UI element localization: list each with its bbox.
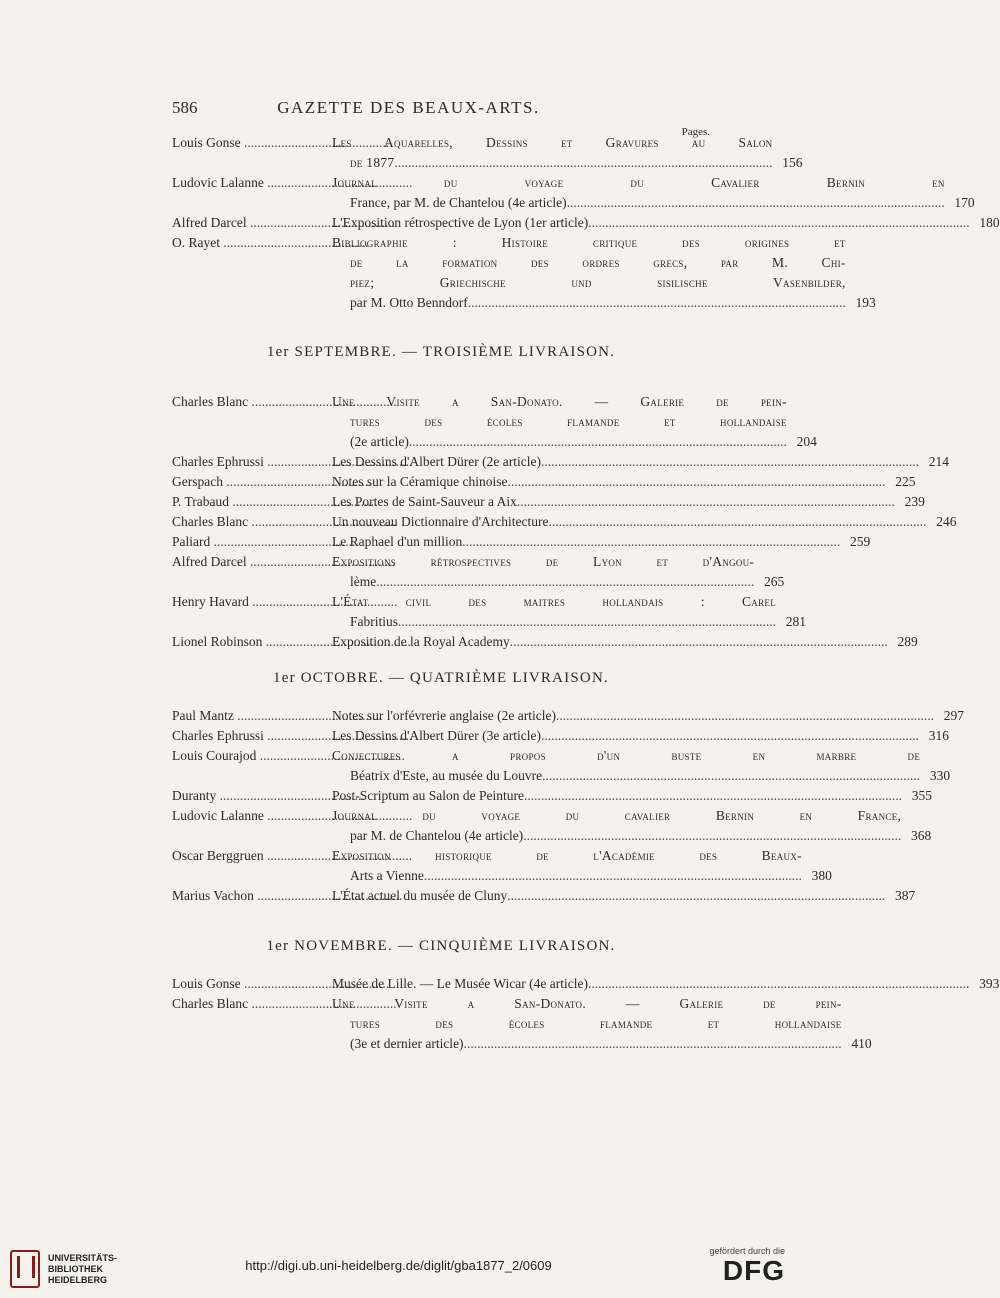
article-title-text: Conjectures a propos d'un buste en marbre de: [332, 748, 921, 763]
article-line: [332, 233, 876, 253]
toc-entry: [172, 974, 1000, 994]
entry-author: Charles Blanc .....: [172, 512, 332, 532]
entry-author: P. Trabaud .....: [172, 492, 332, 512]
toc-entry: [172, 786, 932, 806]
article-line: [332, 572, 784, 592]
entry-author: Alfred Darcel .....: [172, 213, 332, 233]
article-title-text: tures des écoles flamande et hollandaise: [350, 1016, 842, 1031]
article-line: [332, 806, 931, 826]
footer-bar: [0, 1240, 797, 1298]
entry-article: [332, 552, 784, 592]
article-title-text: Une Visite a San-Donato. — Galerie de pein-: [332, 394, 787, 409]
entry-article: [332, 173, 975, 213]
article-title-text: Exposition historique de l'Académie des Beaux-: [332, 848, 802, 863]
page-ref[interactable]: 239: [904, 494, 925, 509]
dot-leader: [507, 886, 885, 906]
toc-entry: [172, 512, 957, 532]
page-ref[interactable]: 246: [936, 514, 957, 529]
article-line: [332, 173, 975, 193]
dot-leader: [592, 213, 970, 233]
article-title-text: lème: [350, 574, 377, 589]
toc-entry: [172, 632, 918, 652]
pages-label: Pages.: [681, 126, 710, 138]
page-ref[interactable]: 214: [928, 454, 949, 469]
entry-author: Henry Havard .....: [172, 592, 332, 632]
article-title-text: Arts a Vienne: [350, 868, 424, 883]
section-heading: 1er NOVEMBRE. — CINQUIÈME LIVRAISON.: [266, 938, 616, 954]
section-heading: 1er SEPTEMBRE. — TROISIÈME LIVRAISON.: [266, 344, 616, 360]
dot-leader: [510, 632, 888, 652]
article-line: [332, 532, 870, 552]
entry-article: [332, 846, 832, 886]
entry-article: [332, 994, 872, 1054]
article-title-text: tures des écoles flamande et hollandaise: [350, 414, 787, 429]
toc-section: [172, 133, 1000, 313]
article-title-text: Béatrix d'Este, au musée du Louvre: [350, 768, 543, 783]
article-line: [332, 746, 950, 766]
entry-article: [332, 746, 950, 786]
entry-article: [332, 886, 915, 906]
article-line: [332, 994, 872, 1014]
article-line: [332, 392, 817, 412]
permalink-url[interactable]: http://digi.ub.uni-heidelberg.de/diglit/gba1877_2/0609: [245, 1258, 552, 1273]
dot-leader: [541, 452, 919, 472]
page-ref[interactable]: 393: [979, 976, 1000, 991]
article-title-text: Un nouveau Dictionnaire d'Architecture: [332, 514, 549, 529]
page-ref[interactable]: 193: [855, 295, 876, 310]
article-title-text: Musée de Lille. — Le Musée Wicar (4e article).: [332, 976, 592, 991]
article-title-text: piez; Griechische und sisilische Vasenbilder,: [350, 275, 846, 290]
toc-entry: [172, 706, 964, 726]
article-title-text: Exposition de la Royal Academy: [332, 634, 510, 649]
dot-leader: [376, 572, 754, 592]
entry-article: [332, 974, 999, 994]
entry-article: [332, 392, 817, 452]
dot-leader: [394, 153, 772, 173]
toc-entry: [172, 592, 807, 632]
article-title-text: Journal du voyage du Cavalier Bernin en: [332, 175, 945, 190]
article-line: [332, 1034, 872, 1054]
article-title-text: (2e article): [350, 434, 409, 449]
article-line: [332, 846, 832, 866]
entry-article: [332, 786, 932, 806]
article-line: [332, 133, 802, 153]
article-title-text: Les Portes de Saint-Sauveur a Aix: [332, 494, 517, 509]
toc-entry: [172, 233, 876, 313]
article-line: [332, 706, 964, 726]
toc-entry: [172, 746, 951, 786]
dot-leader: [464, 1034, 842, 1054]
page-ref[interactable]: 156: [782, 155, 803, 170]
dot-leader: [507, 472, 885, 492]
article-line: [332, 552, 784, 572]
toc-entry: [172, 552, 785, 592]
article-line: [332, 866, 832, 886]
dot-leader: [524, 786, 902, 806]
article-line: [332, 273, 876, 293]
toc-entry: [172, 846, 832, 886]
entry-author: Oscar Berggruen .....: [172, 846, 332, 886]
article-line: [332, 766, 950, 786]
entry-article: [332, 452, 949, 472]
article-title-text: par M. Otto Benndorf: [350, 295, 468, 310]
article-line: [332, 826, 931, 846]
article-line: [332, 213, 1000, 233]
dot-leader: [468, 293, 846, 313]
entry-article: [332, 233, 876, 313]
article-line: [332, 786, 932, 806]
article-line: [332, 1014, 872, 1034]
dot-leader: [523, 826, 901, 846]
dot-leader: [548, 512, 926, 532]
article-line: [332, 492, 925, 512]
article-line: [332, 512, 956, 532]
library-name-line: HEIDELBERG: [48, 1274, 108, 1285]
entry-author: Louis Courajod .....: [172, 746, 332, 786]
page-ref[interactable]: 316: [928, 728, 949, 743]
dot-leader: [517, 492, 895, 512]
entry-author: Charles Blanc .....: [172, 994, 332, 1054]
running-title: GAZETTE DES BEAUX-ARTS.: [277, 98, 540, 117]
dot-leader: [556, 706, 934, 726]
page-ref[interactable]: 410: [851, 1036, 872, 1051]
article-line: [332, 472, 915, 492]
page-ref[interactable]: 297: [943, 708, 964, 723]
entry-author: Lionel Robinson .....: [172, 632, 332, 652]
article-title-text: Les Aquarelles, Dessins et Gravures au Salon: [332, 135, 773, 150]
article-title-text: par M. de Chantelou (4e article): [350, 828, 524, 843]
dot-leader: [541, 726, 919, 746]
toc-entry: [172, 392, 817, 452]
article-title-text: Le Raphael d'un million: [332, 534, 463, 549]
page-ref[interactable]: 225: [895, 474, 916, 489]
entry-author: Ludovic Lalanne .....: [172, 173, 332, 213]
page-ref[interactable]: 289: [897, 634, 918, 649]
toc-entry: [172, 806, 932, 846]
article-title-text: Notes sur la Céramique chinoise: [332, 474, 508, 489]
article-title-text: Expositions rétrospectives de Lyon et d'Angou-: [332, 554, 755, 569]
entry-article: [332, 492, 925, 512]
entry-author: Paul Mantz .....: [172, 706, 332, 726]
article-line: [332, 452, 949, 472]
toc-entry: [172, 173, 975, 213]
entry-author: Charles Ephrussi .....: [172, 726, 332, 746]
article-title-text: de 1877: [350, 155, 395, 170]
article-line: [332, 974, 999, 994]
article-title-text: L'État civil des maitres hollandais : Carel: [332, 594, 777, 609]
entry-article: [332, 806, 931, 846]
article-title-text: Post-Scriptum au Salon de Peinture: [332, 788, 524, 803]
toc-section: [172, 342, 957, 652]
entry-article: [332, 532, 870, 552]
page-ref[interactable]: 281: [785, 614, 807, 629]
page-ref[interactable]: 204: [796, 434, 817, 449]
article-title-text: Les Dessins d'Albert Dürer (3e article): [332, 728, 541, 743]
entry-author: Duranty .....: [172, 786, 332, 806]
page-ref[interactable]: 259: [850, 534, 871, 549]
library-name-line: UNIVERSITÄTS-: [48, 1252, 118, 1263]
entry-author: Ludovic Lalanne .....: [172, 806, 332, 846]
toc-entry: [172, 472, 916, 492]
dfg-wordmark: DFG: [722, 1255, 785, 1286]
dfg-logo: [709, 1246, 785, 1286]
toc-entry: [172, 532, 871, 552]
article-line: [332, 612, 806, 632]
dot-leader: [567, 193, 945, 213]
article-title-text: Une Visite a San-Donato. — Galerie de pein-: [332, 996, 842, 1011]
page-ref[interactable]: 368: [910, 828, 932, 843]
article-line: [332, 726, 949, 746]
dot-leader: [409, 432, 787, 452]
article-line: [332, 886, 915, 906]
article-title-text: Journal du voyage du cavalier Bernin en France,: [332, 808, 902, 823]
entry-article: [332, 472, 915, 492]
toc-entry: [172, 452, 949, 472]
entry-article: [332, 512, 956, 532]
library-name-line: BIBLIOTHEK: [48, 1263, 103, 1274]
article-title-text: (3e et dernier article): [350, 1036, 464, 1051]
entry-author: Charles Ephrussi .....: [172, 452, 332, 472]
section-heading: 1er OCTOBRE. — QUATRIÈME LIVRAISON.: [273, 670, 609, 686]
dot-leader: [424, 866, 802, 886]
page-ref[interactable]: 380: [811, 868, 832, 883]
toc-entry: [172, 726, 949, 746]
toc-section: [172, 668, 964, 906]
entry-author: Alfred Darcel .....: [172, 552, 332, 592]
page-number: 586: [172, 98, 198, 117]
toc-entry: [172, 886, 916, 906]
dot-leader: [591, 974, 969, 994]
toc-entry: [172, 213, 1000, 233]
entry-author: Gerspach .....: [172, 472, 332, 492]
toc-entry: [172, 994, 872, 1054]
entry-author: Louis Gonse .....: [172, 974, 332, 994]
dot-leader: [542, 766, 920, 786]
dot-leader: [398, 612, 776, 632]
toc-entry: [172, 492, 925, 512]
entry-author: O. Rayet .....: [172, 233, 332, 313]
page-ref[interactable]: 387: [895, 888, 916, 903]
entry-article: [332, 213, 1000, 233]
page-ref[interactable]: 180: [979, 215, 1000, 230]
entry-article: [332, 726, 949, 746]
entry-article: [332, 133, 802, 173]
article-title-text: de la formation des ordres grecs, par M. Chi-: [350, 255, 846, 270]
funded-by-text: gefördert durch die: [709, 1246, 785, 1256]
article-line: [332, 412, 817, 432]
entry-author: Marius Vachon .....: [172, 886, 332, 906]
entry-article: [332, 632, 918, 652]
article-line: [332, 153, 802, 173]
entry-article: [332, 592, 806, 632]
article-line: [332, 293, 876, 313]
article-title-text: France, par M. de Chantelou (4e article): [350, 195, 567, 210]
article-title-text: Les Dessins d'Albert Dürer (2e article): [332, 454, 541, 469]
article-line: [332, 592, 806, 612]
page-ref[interactable]: 265: [764, 574, 785, 589]
page-ref[interactable]: 170: [954, 195, 975, 210]
entry-article: [332, 706, 964, 726]
article-line: [332, 253, 876, 273]
article-title-text: L'Exposition rétrospective de Lyon (1er article).: [332, 215, 592, 230]
toc-entry: [172, 133, 803, 173]
article-line: [332, 632, 918, 652]
entry-author: Charles Blanc .....: [172, 392, 332, 452]
article-line: [332, 193, 975, 213]
article-title-text: L'État actuel du musée de Cluny: [332, 888, 508, 903]
page-ref[interactable]: 330: [929, 768, 951, 783]
dot-leader: [462, 532, 840, 552]
article-title-text: Fabritius: [350, 614, 399, 629]
article-title-text: Notes sur l'orfévrerie anglaise (2e article): [332, 708, 556, 723]
toc-section: [172, 936, 1000, 1054]
entry-author: Louis Gonse .....: [172, 133, 332, 173]
article-line: [332, 432, 817, 452]
entry-author: Paliard .....: [172, 532, 332, 552]
article-title-text: Bibliographie : Histoire critique des origines et: [332, 235, 846, 250]
page-ref[interactable]: 355: [911, 788, 932, 803]
